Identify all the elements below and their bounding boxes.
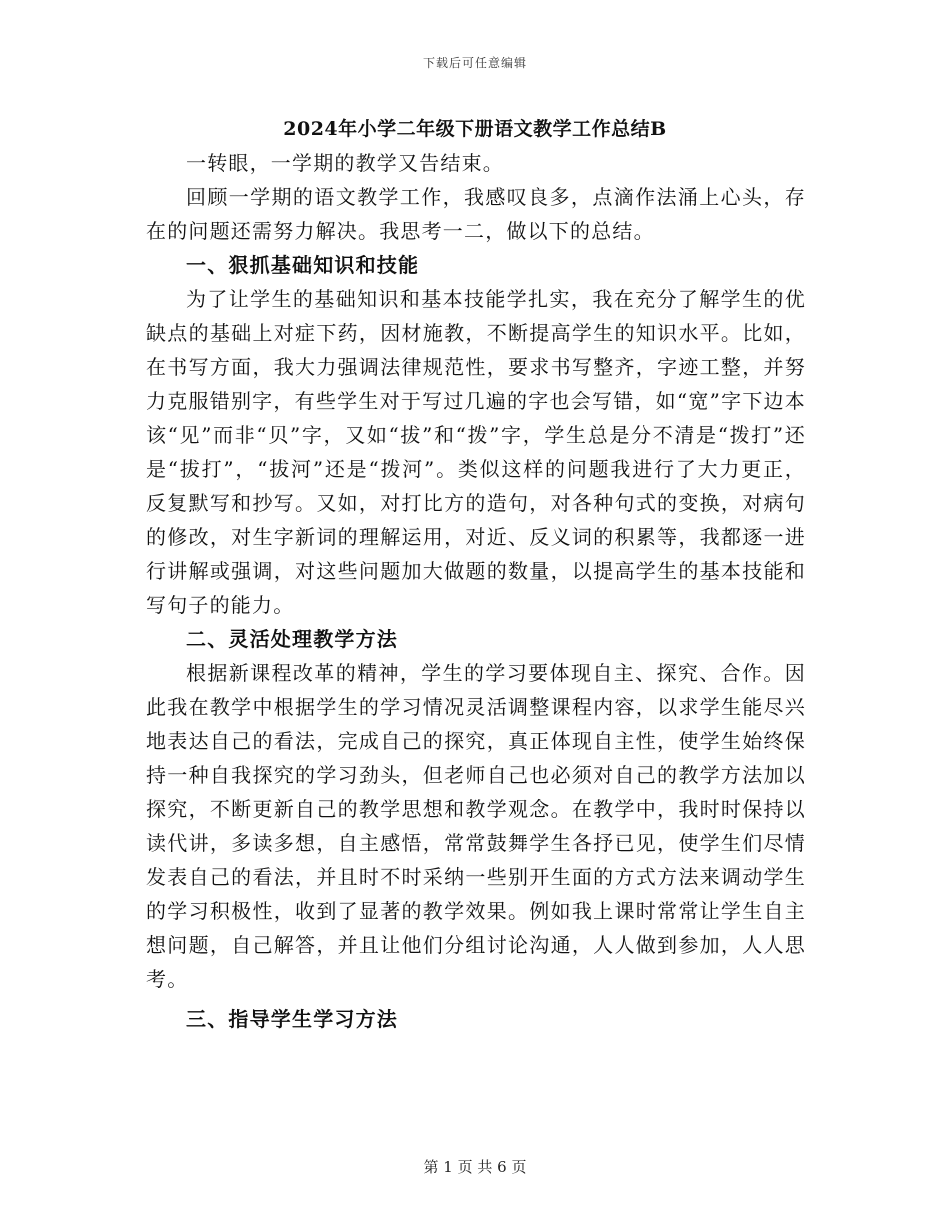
paragraph-intro: 一转眼，一学期的教学又告结束。 (186, 151, 504, 175)
document-title: 2024年小学二年级下册语文教学工作总结B (283, 118, 667, 140)
section-heading-methods: 二、灵活处理教学方法 (186, 627, 398, 651)
page-number: 第 1 页 共 6 页 (423, 1158, 527, 1176)
paragraph-basics: 为了让学生的基础知识和基本技能学扎实，我在充分了解学生的优缺点的基础上对症下药，因材施教，不断提高学生的知识水平。比如，在书写方面，我大力强调法律规范性，要求书写整齐，字迹工整，并努力克服错别字，有些学生对于写过几遍的字也会写错，如“宽”字下边本该“见”而非“贝”字，又如“拔”和“拨”字，学生总是分不清是“拨打”还是“拔打”，“拔河”还是“拨河”。类似这样的问题我进行了大力更正，反复默写和抄写。又如，对打比方的造句，对各种句式的变换，对病句的修改，对生字新词的理解运用，对近、反义词的积累等，我都逐一进行讲解或强调，对这些问题加大做题的数量，以提高学生的基本技能和写句子的能力。 (146, 287, 806, 617)
section-heading-guidance: 三、指导学生学习方法 (186, 1007, 398, 1031)
header-note: 下载后可任意编辑 (422, 56, 527, 70)
paragraph-methods: 根据新课程改革的精神，学生的学习要体现自主、探究、合作。因此我在教学中根据学生的学习情况灵活调整课程内容，以求学生能尽兴地表达自己的看法，完成自己的探究，真正体现自主性，使学生始终保持一种自我探究的学习劲头，但老师自己也必须对自己的教学方法加以探究，不断更新自己的教学思想和教学观念。在教学中，我时时保持以读代讲，多读多想，自主感悟，常常鼓舞学生各抒已见，使学生们尽情发表自己的看法，并且时不时采纳一些别开生面的方式方法来调动学生的学习积极性，收到了显著的教学效果。例如我上课时常常让学生自主想问题，自己解答，并且让他们分组讨论沟通，人人做到参加，人人思考。 (146, 661, 806, 991)
paragraph-review: 回顾一学期的语文教学工作，我感叹良多，点滴作法涌上心头，存在的问题还需努力解决。我思考一二，做以下的总结。 (146, 185, 806, 243)
section-heading-basics: 一、狠抓基础知识和技能 (186, 253, 420, 277)
document-body (146, 146, 806, 1036)
